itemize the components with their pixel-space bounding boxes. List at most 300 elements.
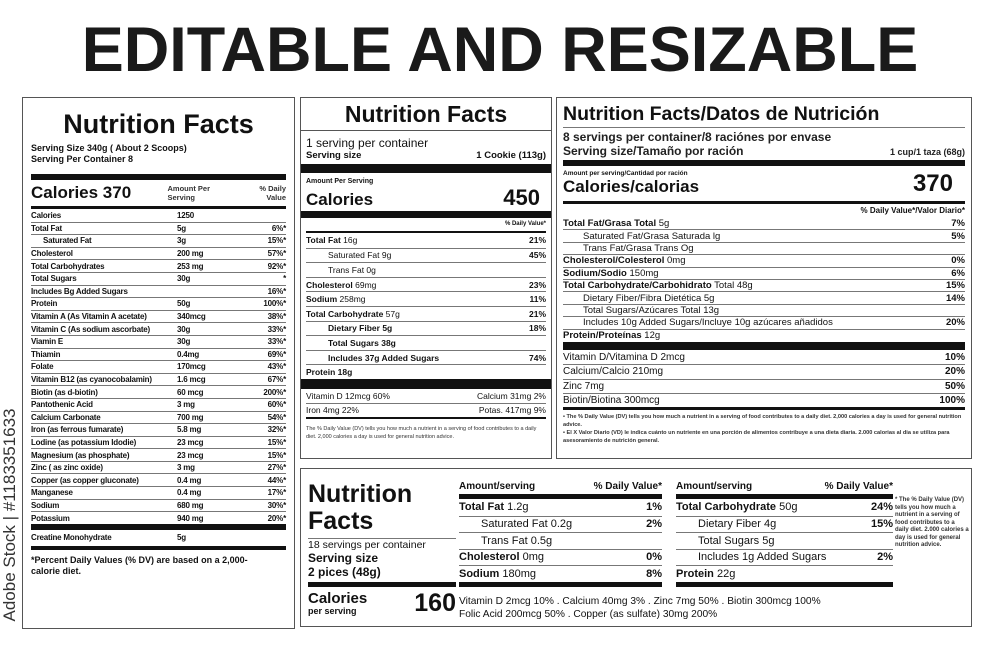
nutrient-dv: * <box>283 274 286 284</box>
divider <box>459 582 662 587</box>
nutrient-dv: 16%* <box>267 286 286 296</box>
nutrient-name: Calories <box>31 210 61 220</box>
table-row <box>31 411 286 424</box>
table-row <box>563 279 965 291</box>
nutrient-amount: 12g <box>641 329 661 341</box>
nutrient-label <box>563 330 660 341</box>
nutrient-name: Total Carbohydrate <box>676 501 777 514</box>
calories-label: Calories <box>308 590 368 607</box>
table-row <box>459 532 662 549</box>
table-row <box>31 398 286 411</box>
table-row <box>31 499 286 512</box>
calories-label: Calories/calorias <box>563 177 700 196</box>
vitamin-dv: 20% <box>944 366 965 378</box>
nutrient-table <box>306 233 546 379</box>
amount-per-serving: Amount per serving/Cantidad por ración <box>563 170 688 177</box>
nutrient-label <box>563 305 719 316</box>
table-row <box>31 511 286 524</box>
nutrient-amount: 0.4 mg <box>177 488 202 498</box>
nutrient-dv: 44%* <box>267 475 286 485</box>
vitamin-row <box>563 379 965 393</box>
dv-header: % Daily Value* <box>504 221 546 227</box>
table-row <box>31 285 286 298</box>
nutrient-dv: 15% <box>945 280 965 292</box>
label-title-line2: Facts <box>308 507 374 535</box>
nutrient-dv: 54%* <box>267 412 286 422</box>
vitamin-table <box>563 350 965 408</box>
nutrient-amount: 23 mcg <box>177 450 204 460</box>
nutrient-name: Vitamin A (As Vitamin A acetate) <box>31 312 147 322</box>
nutrient-dv: 2% <box>646 518 662 531</box>
footnote-es: • El X Valor Diario (VD) le indica cuánto un nutriente en una porción de alimentos contribuye a una dieta diaria. 2.000 calorias al dia se utiliza para asesoramiento de nutrición general. <box>563 430 950 444</box>
footnote: The % Daily Value (DV) tells you how much a nutrient in a serving of food contributes to a daily diet. 2,000 calories a day is used for general nutrition advice. <box>306 425 537 440</box>
table-row <box>563 229 965 241</box>
nutrient-label <box>459 568 536 580</box>
nutrient-amount: 1250 <box>177 210 194 220</box>
divider <box>308 582 456 587</box>
divider <box>301 211 551 218</box>
nutrient-dv: 6% <box>951 267 965 279</box>
nutrient-amount: 22g <box>713 567 736 580</box>
vitamin-dv: 100% <box>939 395 965 407</box>
nutrient-label <box>676 551 826 563</box>
table-row <box>306 233 546 248</box>
table-header <box>676 481 893 494</box>
table-row <box>306 321 546 336</box>
table-row <box>459 549 662 566</box>
nutrient-amount: Saturated Fat/Grasa Saturada lg <box>583 230 721 242</box>
nutrient-label <box>563 243 694 254</box>
nutrient-dv: 0% <box>646 551 662 564</box>
nutrient-name: Magnesium (as phosphate) <box>31 450 130 460</box>
nutrient-dv: 14% <box>945 292 965 304</box>
table-row <box>31 448 286 461</box>
nutrient-name: Vitamin B12 (as cyanocobalamin) <box>31 375 152 385</box>
nutrient-amount: 30g <box>177 337 191 347</box>
nutrient-dv: 8% <box>646 567 662 580</box>
nutrient-dv: 18% <box>528 323 546 334</box>
label-title: Nutrition Facts <box>63 109 254 139</box>
vitamin-dv: 50% <box>944 380 965 392</box>
vitamin-name: Biotin/Biotina 300mcg <box>563 395 660 407</box>
nutrient-amount: Total Sugars/Azúcares Total 13g <box>583 304 720 316</box>
nutrient-amount: Trans Fat/Grasa Trans Og <box>583 242 694 254</box>
vitamin-row <box>563 393 965 407</box>
calories-label: Calories <box>306 190 374 209</box>
label-title: Nutrition Facts <box>301 98 551 131</box>
table-row <box>676 499 893 516</box>
nutrient-name: Includes 37g Added Sugars <box>328 352 440 363</box>
nutrient-name: Total Carbohydrates <box>31 261 105 271</box>
divider <box>563 407 965 410</box>
table-row <box>306 291 546 306</box>
nutrient-label <box>563 293 714 304</box>
nutrient-name: Pantothenic Acid <box>31 400 93 410</box>
headline: EDITABLE AND RESIZABLE <box>81 15 919 85</box>
nutrient-amount: Includes 10g Added Sugars/Incluye 10g azúcares añadidos <box>583 317 833 329</box>
nutrient-label <box>563 218 669 229</box>
serving-size-label: Serving size <box>308 551 379 565</box>
nutrient-dv: 67%* <box>267 375 286 385</box>
nutrient-name: Includes Bg Added Sugars <box>31 286 128 296</box>
nutrient-dv: 43%* <box>267 362 286 372</box>
table-header <box>459 481 662 494</box>
nutrient-name: Lodine (as potassium Idodie) <box>31 437 137 447</box>
nutrient-amount: 253 mg <box>177 261 204 271</box>
calories-value: 450 <box>503 185 540 210</box>
nutrient-amount: 700 mg <box>177 412 204 422</box>
vitamins-line2: Folic Acid 200mcg 50% . Copper (as sulfate) 30mg 200% <box>459 609 718 620</box>
nutrient-dv: 21% <box>528 235 546 246</box>
amount-header: Amount Per Serving <box>167 184 211 202</box>
nutrient-label <box>306 309 400 319</box>
nutrient-name: Sodium <box>459 567 500 580</box>
nutrient-amount: 0mg <box>519 551 544 564</box>
nutrient-dv: 100%* <box>263 299 286 309</box>
nutrient-name: Vitamin C (As sodium ascorbate) <box>31 324 151 334</box>
table-row <box>31 486 286 499</box>
label-title-line1: Nutrition <box>308 480 413 508</box>
table-row <box>563 254 965 266</box>
table-row <box>563 291 965 303</box>
nutrient-amount: Includes 1g Added Sugars <box>698 551 827 564</box>
table-row <box>459 516 662 533</box>
table-row <box>31 297 286 310</box>
nutrient-dv: 11% <box>529 294 546 305</box>
table-row <box>31 530 286 546</box>
nutrient-label <box>306 294 366 304</box>
nutrient-amount: 258mg <box>337 294 366 305</box>
table-row <box>31 310 286 323</box>
nutrient-name: Total Sugars 38g <box>328 337 396 348</box>
nutrient-name: Zinc ( as zinc oxide) <box>31 463 103 473</box>
nutrient-amount: 180mg <box>499 567 537 580</box>
table-row <box>563 316 965 328</box>
nutrient-label <box>306 367 352 377</box>
table-row <box>306 248 546 263</box>
nutrient-name: Biotin (as d-biotin) <box>31 387 98 397</box>
nutrient-dv: 32%* <box>267 425 286 435</box>
nutrient-amount: Saturated Fat 0.2g <box>481 518 573 531</box>
nutrient-amount: 30g <box>177 324 191 334</box>
nutrient-name: Iron (as ferrous fumarate) <box>31 425 124 435</box>
divider <box>31 546 286 550</box>
serving-size <box>306 150 546 161</box>
serving-size-value: 1 Cookie (113g) <box>476 150 546 161</box>
table-row <box>31 335 286 348</box>
nutrient-name: Saturated Fat <box>43 236 92 246</box>
vitamin-left: Vitamin D 12mcg 60% <box>306 390 390 401</box>
nutrient-label <box>306 265 376 275</box>
nutrient-label <box>676 568 735 580</box>
dv-header: % Daily Value* <box>824 481 893 492</box>
nutrient-label <box>459 501 528 513</box>
vitamins <box>459 595 821 621</box>
nutrient-name: Protein <box>31 299 58 309</box>
nutrient-label <box>676 535 774 547</box>
nutrient-name: Creatine Monohydrate <box>31 533 112 543</box>
nutrient-dv: 15%* <box>267 450 286 460</box>
vitamin-right: Calcium 31mg 2% <box>477 390 546 401</box>
table-row <box>31 259 286 272</box>
nutrient-name: Total Sugars <box>31 274 77 284</box>
nutrient-label <box>563 255 685 266</box>
servings-per-container: 18 servings per container <box>308 538 456 551</box>
nutrient-label <box>306 235 357 245</box>
nutrient-amount: 5g <box>656 217 670 229</box>
nutrient-dv: 69%* <box>267 349 286 359</box>
table-row <box>31 385 286 398</box>
nutrient-dv: 0% <box>951 255 965 267</box>
nutrient-name: Calcium Carbonate <box>31 412 101 422</box>
table-row <box>563 217 965 229</box>
nutrient-amount: Trans Fat 0g <box>328 264 376 275</box>
nutrient-dv: 2% <box>877 551 893 564</box>
nutrient-amount: 30g <box>177 274 191 284</box>
vitamin-table <box>301 389 551 417</box>
table-row <box>459 499 662 516</box>
nutrition-label-cookie <box>300 97 552 459</box>
nutrient-amount: 57g <box>383 308 400 319</box>
nutrient-amount: 69mg <box>352 279 377 290</box>
vitamins-line1: Vitamin D 2mcg 10% . Calcium 40mg 3% . Zinc 7mg 50% . Biotin 300mcg 100% <box>459 596 821 607</box>
nutrient-amount: 0.4 mg <box>177 475 202 485</box>
nutrient-label <box>306 338 396 348</box>
table-row <box>31 473 286 486</box>
nutrient-amount: 0.4mg <box>177 349 200 359</box>
nutrient-amount: 3g <box>177 236 186 246</box>
table-row <box>563 304 965 316</box>
table-row <box>563 242 965 254</box>
nutrient-amount: 5g <box>177 223 186 233</box>
label-title: Nutrition Facts/Datos de Nutrición <box>563 101 965 128</box>
vitamin-row <box>306 403 546 417</box>
nutrient-dv: 17%* <box>267 488 286 498</box>
nutrient-amount: 23 mcg <box>177 437 204 447</box>
nutrient-name: Total Fat <box>31 223 62 233</box>
per-serving: per serving <box>308 606 357 616</box>
divider <box>676 582 893 587</box>
label-header <box>308 481 456 618</box>
nutrient-name: Cholesterol <box>31 249 73 259</box>
calories-header <box>31 180 286 206</box>
dv-header: % Daily Value <box>259 184 286 202</box>
nutrient-amount: 200 mg <box>177 249 204 259</box>
vitamin-dv: 10% <box>944 351 965 363</box>
vitamin-left: Iron 4mg 22% <box>306 405 359 416</box>
servings-per-container: 8 servings per container/8 raciónes por envase <box>563 130 832 144</box>
nutrient-name: Copper (as copper gluconate) <box>31 475 139 485</box>
table-row <box>563 267 965 279</box>
nutrient-dv: 200%* <box>263 387 286 397</box>
table-row <box>459 565 662 582</box>
nutrient-amount: 340mcg <box>177 312 206 322</box>
table-row <box>31 322 286 335</box>
table-row <box>31 423 286 436</box>
nutrient-name: Sodium/Sodio <box>563 267 627 279</box>
vitamin-row <box>306 389 546 403</box>
divider <box>563 342 965 350</box>
nutrient-dv: 74% <box>528 352 546 363</box>
serving-size: Serving Size 340g ( About 2 Scoops) <box>31 143 187 153</box>
nutrient-dv: 21% <box>528 308 546 319</box>
watermark: Adobe Stock | #1183351633 <box>0 408 19 622</box>
nutrient-name: Cholesterol/Colesterol <box>563 255 665 267</box>
vitamin-name: Calcium/Calcio 210mg <box>563 366 664 378</box>
nutrient-amount: Saturated Fat 9g <box>328 250 392 261</box>
table-row <box>676 565 893 582</box>
nutrient-label <box>306 250 391 260</box>
vitamin-name: Zinc 7mg <box>563 380 605 392</box>
nutrient-dv: 30%* <box>267 500 286 510</box>
nutrient-label <box>306 353 439 363</box>
nutrient-table-left <box>459 481 662 587</box>
nutrient-amount: 0mg <box>664 255 686 267</box>
nutrient-label <box>459 551 544 563</box>
nutrient-name: Total Carbohydrate/Carbohidrato <box>563 280 712 292</box>
nutrient-dv: 60%* <box>267 400 286 410</box>
nutrient-amount: 940 mg <box>177 513 204 523</box>
nutrient-dv: 1% <box>646 501 662 514</box>
nutrient-label <box>306 323 392 333</box>
nutrient-dv: 6%* <box>271 223 286 233</box>
footnote: * The % Daily Value (DV) tells you how much a nutrient in a serving of food contributes to a daily diet. 2.000 calories a day is used for general nutrition advice. <box>895 497 969 548</box>
nutrient-table <box>563 217 965 341</box>
table-row <box>31 436 286 449</box>
nutrient-name: Total Fat <box>306 235 341 246</box>
nutrient-dv: 5% <box>951 230 965 242</box>
nutrient-amount: 1.6 mcg <box>177 375 206 385</box>
nutrient-dv: 33%* <box>267 337 286 347</box>
nutrient-name: Total Carbohydrate <box>306 308 384 319</box>
nutrient-name: Total Fat <box>459 501 505 514</box>
nutrient-name: Protein/Proteínas <box>563 329 642 341</box>
calories-row <box>308 589 456 618</box>
nutrient-dv: 27%* <box>267 463 286 473</box>
nutrient-label <box>563 268 659 279</box>
servings-per-container: 1 serving per container <box>306 136 429 150</box>
table-row <box>306 335 546 350</box>
nutrient-amount: 170mcg <box>177 362 206 372</box>
table-row <box>31 272 286 285</box>
nutrient-name: Dietary Fiber 5g <box>328 323 393 334</box>
nutrient-dv: 20%* <box>267 513 286 523</box>
nutrient-label <box>563 280 753 291</box>
nutrient-dv: 45% <box>528 250 546 261</box>
nutrient-dv: 92%* <box>267 261 286 271</box>
footnote-en: • The % Daily Value (DV) tells you how much a nutrient in a serving of food contributes to a daily diet. 2,000 calories a day is used for general nutrition advice. <box>563 414 962 428</box>
nutrient-name: Viamin E <box>31 337 64 347</box>
nutrient-amount: 3 mg <box>177 400 195 410</box>
nutrient-dv: 20% <box>945 317 965 329</box>
nutrient-name: Total Fat/Grasa Total <box>563 217 657 229</box>
table-row <box>31 373 286 386</box>
table-row <box>306 262 546 277</box>
amount-per-serving: Amount Per Serving <box>306 178 374 185</box>
amount-header: Amount/serving <box>459 481 536 492</box>
nutrition-label-horizontal <box>300 468 972 627</box>
amount-header: Amount/serving <box>676 481 753 492</box>
serving-size-value: 1 cup/1 taza (68g) <box>889 147 965 157</box>
nutrient-name: Sodium <box>31 500 60 510</box>
serving-size-label: Serving size/Tamaño por ración <box>563 144 744 158</box>
vitamin-row <box>563 350 965 364</box>
nutrient-name: Manganese <box>31 488 73 498</box>
nutrient-label <box>459 518 572 530</box>
nutrient-table-right <box>676 481 893 587</box>
table-row <box>31 348 286 361</box>
nutrient-dv: 7% <box>951 217 965 229</box>
nutrient-dv: 38%* <box>267 312 286 322</box>
nutrient-label <box>563 317 833 328</box>
nutrient-name: Cholesterol <box>306 279 353 290</box>
nutrient-amount: Total 48g <box>711 280 753 292</box>
nutrient-amount: 1.2g <box>504 501 529 514</box>
nutrient-name: Cholesterol <box>459 551 520 564</box>
table-row <box>31 234 286 247</box>
nutrient-amount: 5.8 mg <box>177 425 202 435</box>
nutrient-amount: Trans Fat 0.5g <box>481 534 553 547</box>
nutrient-dv: 24% <box>870 501 893 514</box>
nutrient-amount: Dietary Fiber/Fibra Dietética 5g <box>583 292 715 304</box>
nutrient-name: Protein <box>676 567 714 580</box>
nutrient-name: Sodium <box>306 294 338 305</box>
nutrient-amount: 50g <box>177 299 191 309</box>
nutrient-dv: 57%* <box>267 249 286 259</box>
nutrient-label <box>676 501 797 513</box>
calories-value: 370 <box>912 169 953 197</box>
serving-size-label: Serving size <box>306 150 362 161</box>
table-row <box>676 549 893 566</box>
serving-size-value: 2 pices (48g) <box>308 565 381 579</box>
table-row <box>306 277 546 292</box>
table-row <box>306 306 546 321</box>
nutrient-dv: 15%* <box>267 437 286 447</box>
table-row <box>306 364 546 379</box>
table-row <box>31 247 286 260</box>
nutrient-amount: 680 mg <box>177 500 204 510</box>
table-row <box>31 461 286 474</box>
table-row <box>31 209 286 222</box>
dv-header: % Daily Value* <box>593 481 662 492</box>
table-row <box>676 532 893 549</box>
nutrient-amount: 150mg <box>626 267 659 279</box>
calories-row <box>563 166 965 201</box>
nutrient-dv: 15% <box>870 518 893 531</box>
table-row <box>676 516 893 533</box>
vitamin-right: Potas. 417mg 9% <box>478 405 546 416</box>
calories-row <box>306 185 546 211</box>
nutrient-amount: 50g <box>776 501 798 514</box>
nutrient-amount: Total Sugars 5g <box>698 534 775 547</box>
nutrient-amount: 16g <box>340 235 358 246</box>
nutrient-dv: 15%* <box>267 236 286 246</box>
nutrient-label <box>459 535 552 547</box>
nutrient-name: Protein 18g <box>306 367 353 378</box>
nutrient-dv: 33%* <box>267 324 286 334</box>
nutrient-amount: 5g <box>177 533 186 543</box>
table-row <box>31 222 286 235</box>
vitamin-name: Vitamin D/Vitamina D 2mcg <box>563 351 685 363</box>
nutrient-table <box>31 209 286 524</box>
footnote: *Percent Daily Values (% DV) are based on a 2,000-calorie diet. <box>31 554 248 576</box>
nutrient-amount: 60 mcg <box>177 387 204 397</box>
nutrient-name: Folate <box>31 362 54 372</box>
dv-header: % Daily Value*/Valor Diario* <box>860 206 965 215</box>
nutrient-amount: 3 mg <box>177 463 195 473</box>
calories-value: 160 <box>414 589 456 617</box>
nutrition-label-supplement <box>22 97 295 629</box>
